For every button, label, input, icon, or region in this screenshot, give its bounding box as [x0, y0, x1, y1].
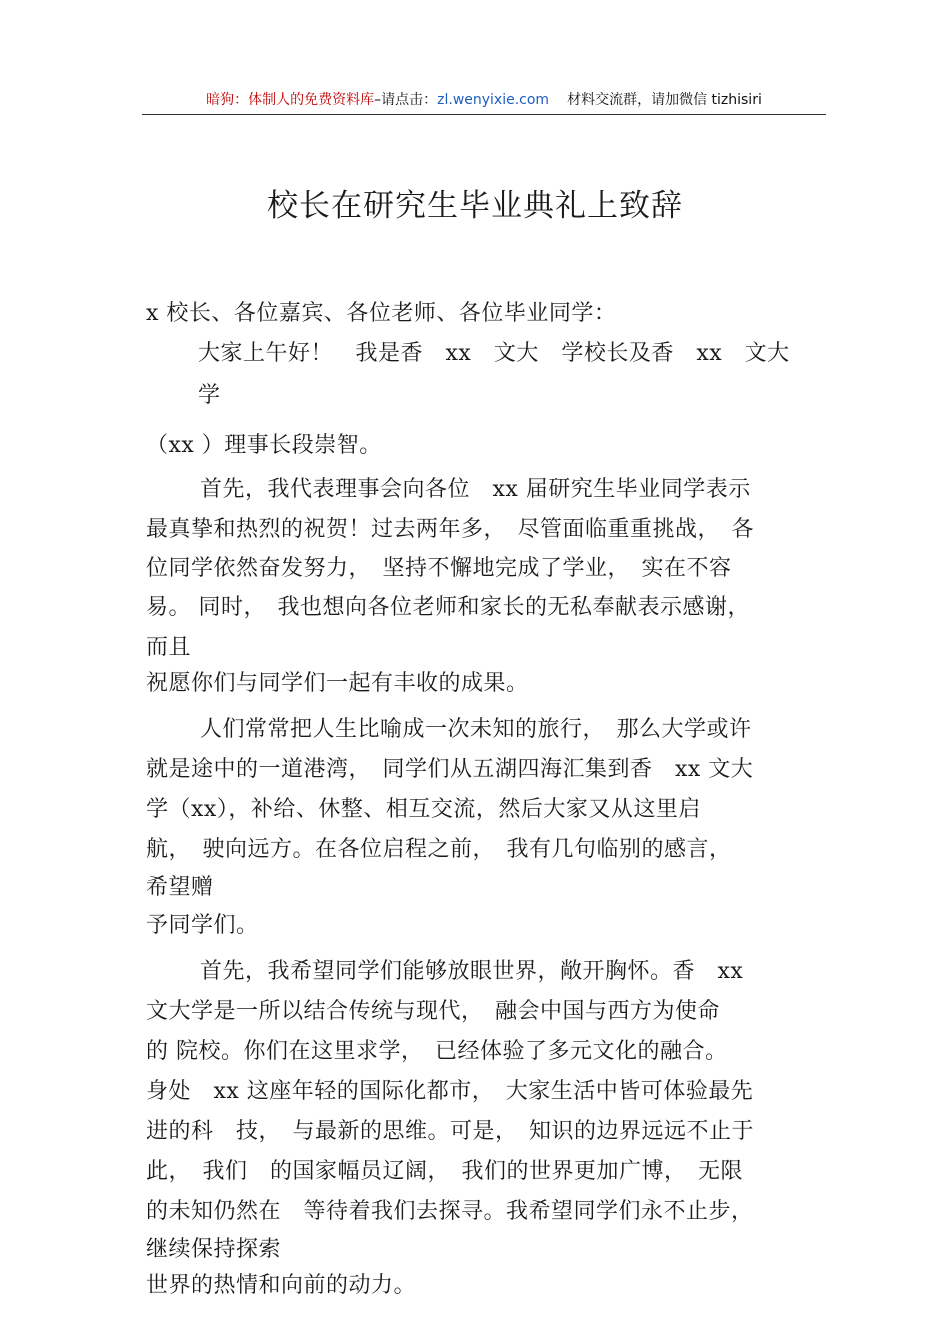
paragraph-line: 予同学们。	[146, 913, 259, 938]
salutation-line: x 校长、各位嘉宾、各位老师、各位毕业同学：	[146, 301, 617, 326]
paragraph-line: 继续保持探索	[146, 1237, 282, 1262]
header-click-prompt: –请点击：	[374, 92, 438, 108]
paragraph-line: 世界的热情和向前的动力。	[146, 1273, 417, 1298]
header-site-name: 暗狗：体制人的免费资料库	[206, 92, 375, 108]
paragraph-line: 文大学是一所以结合传统与现代， 融会中国与西方为使命	[146, 999, 721, 1024]
paragraph-line: 首先，我希望同学们能够放眼世界，敞开胸怀。香 xx	[200, 959, 744, 984]
paragraph-line: 身处 xx 这座年轻的国际化都市， 大家生活中皆可体验最先	[146, 1079, 754, 1104]
paragraph-line: 学	[198, 383, 221, 408]
paragraph-line: 易。 同时， 我也想向各位老师和家长的无私奉献表示感谢，	[146, 595, 750, 620]
paragraph-line: 此， 我们 的国家幅员辽阔， 我们的世界更加广博， 无限	[146, 1159, 744, 1184]
paragraph-line: （xx ）理事长段崇智。	[146, 433, 382, 458]
paragraph-line: 的未知仍然在 等待着我们去探寻。我希望同学们永不止步，	[146, 1199, 754, 1224]
paragraph-line: 大家上午好！ 我是香 xx 文大 学校长及香 xx 文大	[198, 341, 790, 366]
paragraph-line: 人们常常把人生比喻成一次未知的旅行， 那么大学或许	[200, 717, 752, 742]
header-wechat: 材料交流群，请加微信 tizhisiri	[567, 92, 762, 108]
paragraph-line: 航， 驶向远方。在各位启程之前， 我有几句临别的感言，	[146, 837, 732, 862]
paragraph-line: 就是途中的一道港湾， 同学们从五湖四海汇集到香 xx 文大	[146, 757, 754, 782]
paragraph-line: 而且	[146, 635, 192, 660]
paragraph-line: 学（xx），补给、休整、相互交流，然后大家又从这里启	[146, 797, 701, 822]
paragraph-line: 祝愿你们与同学们一起有丰收的成果。	[146, 671, 529, 696]
page-header	[142, 88, 826, 115]
paragraph-line: 的 院校。你们在这里求学， 已经体验了多元文化的融合。	[146, 1039, 728, 1064]
paragraph-line: 最真挚和热烈的祝贺！过去两年多， 尽管面临重重挑战， 各	[146, 517, 755, 542]
paragraph-line: 希望赠	[146, 875, 214, 900]
paragraph-line: 位同学依然奋发努力， 坚持不懈地完成了学业， 实在不容	[146, 556, 732, 581]
document-title: 校长在研究生毕业典礼上致辞	[267, 188, 683, 224]
paragraph-line: 首先，我代表理事会向各位 xx 届研究生毕业同学表示	[200, 477, 751, 502]
paragraph-line: 进的科 技， 与最新的思维。可是， 知识的边界远远不止于	[146, 1119, 755, 1144]
header-url-link[interactable]: zl.wenyixie.com	[437, 92, 550, 108]
